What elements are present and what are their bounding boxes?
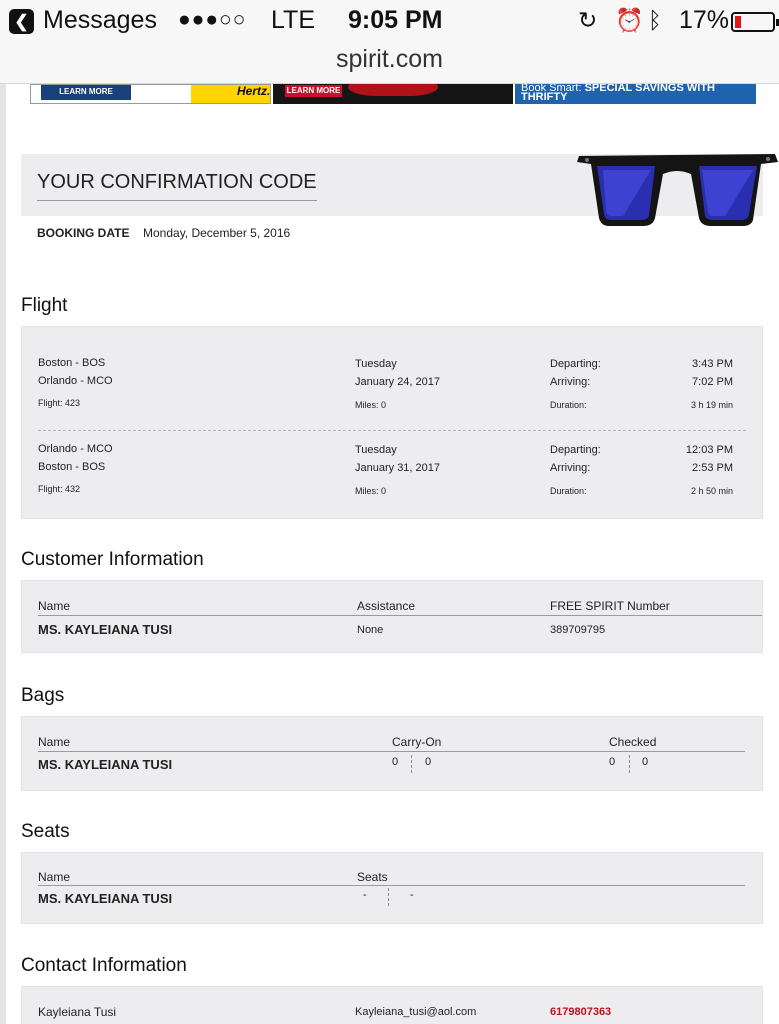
customer-col-assistance: Assistance: [357, 599, 416, 613]
car-image: [348, 84, 438, 96]
segment-2-departing-label: Departing:: [550, 444, 601, 456]
segment-1-day: Tuesday: [355, 358, 397, 370]
car-learn-more-button[interactable]: LEARN MORE: [286, 86, 341, 95]
alarm-icon: ⏰: [615, 7, 644, 33]
seat-value-2: -: [410, 889, 414, 901]
segment-2-departing-time: 12:03 PM: [685, 444, 733, 456]
network-type: LTE: [271, 6, 315, 34]
flight-heading: Flight: [21, 295, 68, 316]
segment-2-date: January 31, 2017: [355, 462, 441, 474]
contact-heading: Contact Information: [21, 955, 187, 976]
back-arrow-icon[interactable]: ❮: [9, 9, 34, 34]
seats-col-seats: Seats: [357, 870, 388, 884]
segment-2-from: Orlando - MCO: [38, 443, 113, 455]
segment-1-duration: 3 h 19 min: [690, 400, 733, 410]
car-ad[interactable]: [273, 84, 513, 104]
bags-col-checked: Checked: [609, 735, 657, 749]
checked-divider: [629, 755, 630, 773]
page-edge: [0, 84, 6, 1024]
segment-2-arriving-time: 2:53 PM: [692, 462, 733, 474]
sunglasses-image: [575, 150, 779, 230]
bags-col-carry-on: Carry-On: [392, 735, 442, 749]
back-to-app-label[interactable]: Messages: [43, 6, 157, 34]
thrifty-ad[interactable]: [515, 84, 756, 104]
segment-1-departing-label: Departing:: [550, 358, 601, 370]
segment-1-to: Orlando - MCO: [38, 375, 113, 387]
customer-heading: Customer Information: [21, 549, 204, 570]
customer-name: MS. KAYLEIANA TUSI: [38, 622, 173, 637]
confirmation-title: YOUR CONFIRMATION CODE: [37, 171, 317, 201]
bags-passenger-name: MS. KAYLEIANA TUSI: [38, 757, 173, 772]
bags-col-name: Name: [38, 735, 71, 749]
flight-panel: [21, 326, 763, 519]
seats-panel: [21, 852, 763, 924]
bags-panel: [21, 716, 763, 791]
customer-col-name: Name: [38, 599, 71, 613]
status-bar: [0, 6, 779, 38]
segment-1-arriving-label: Arriving:: [550, 376, 591, 388]
address-bar[interactable]: spirit.com: [336, 45, 443, 73]
carry-on-divider: [411, 755, 412, 773]
checked-value-2: 0: [642, 756, 649, 768]
rotation-lock-icon: ↻: [578, 7, 598, 33]
contact-name: Kayleiana Tusi: [38, 1005, 117, 1019]
segment-2-flight-number: Flight: 432: [38, 484, 81, 494]
seat-divider: [388, 888, 389, 906]
contact-email: Kayleiana_tusi@aol.com: [355, 1006, 477, 1018]
ad-banner-row: [0, 84, 779, 106]
segment-2-to: Boston - BOS: [38, 461, 106, 473]
segment-2-duration-label: Duration:: [550, 486, 587, 496]
segment-1-date: January 24, 2017: [355, 376, 441, 388]
contact-phone[interactable]: 6179807363: [550, 1006, 612, 1018]
browser-top-bar: [0, 0, 779, 84]
booking-date-value: Monday, December 5, 2016: [143, 226, 291, 240]
bags-header-rule: [38, 751, 745, 752]
segment-1-departing-time: 3:43 PM: [692, 358, 733, 370]
thrifty-text: SPECIAL SAVINGS WITH THRIFTY: [521, 84, 715, 103]
segment-2-duration: 2 h 50 min: [690, 486, 733, 496]
segment-2-miles: Miles: 0: [355, 486, 387, 496]
seats-passenger-name: MS. KAYLEIANA TUSI: [38, 891, 173, 906]
customer-header-rule: [38, 615, 762, 616]
segment-1-arriving-time: 7:02 PM: [692, 376, 733, 388]
segment-1-from: Boston - BOS: [38, 357, 106, 369]
customer-assistance: None: [357, 624, 384, 636]
booking-date-label: BOOKING DATE: [37, 226, 130, 240]
battery-icon: [731, 12, 775, 32]
battery-percent: 17%: [679, 6, 730, 34]
bluetooth-icon: ᛒ: [648, 7, 662, 33]
carry-on-value-2: 0: [425, 756, 432, 768]
customer-free-spirit-number: 389709795: [550, 624, 606, 636]
booking-date-row: [37, 226, 291, 240]
seats-col-name: Name: [38, 870, 71, 884]
signal-strength: ●●●○○: [178, 8, 247, 31]
checked-value-1: 0: [609, 756, 616, 768]
segment-2-day: Tuesday: [355, 444, 397, 456]
seats-heading: Seats: [21, 821, 70, 842]
carry-on-value-1: 0: [392, 756, 399, 768]
segment-2-arriving-label: Arriving:: [550, 462, 591, 474]
segment-1-flight-number: Flight: 423: [38, 398, 81, 408]
hertz-learn-more-button[interactable]: LEARN MORE: [41, 85, 131, 100]
hertz-logo: Hertz.: [191, 85, 271, 104]
seats-header-rule: [38, 885, 745, 886]
customer-col-free-spirit: FREE SPIRIT Number: [550, 599, 670, 613]
segment-divider: [38, 430, 746, 431]
thrifty-prefix: Book Smart:: [521, 84, 582, 94]
segment-1-miles: Miles: 0: [355, 400, 387, 410]
hertz-ad[interactable]: [30, 84, 271, 104]
seat-value-1: -: [363, 889, 367, 901]
contact-panel: [21, 986, 763, 1024]
clock: 9:05 PM: [348, 6, 443, 34]
customer-panel: [21, 580, 763, 653]
segment-1-duration-label: Duration:: [550, 400, 587, 410]
bags-heading: Bags: [21, 685, 65, 706]
